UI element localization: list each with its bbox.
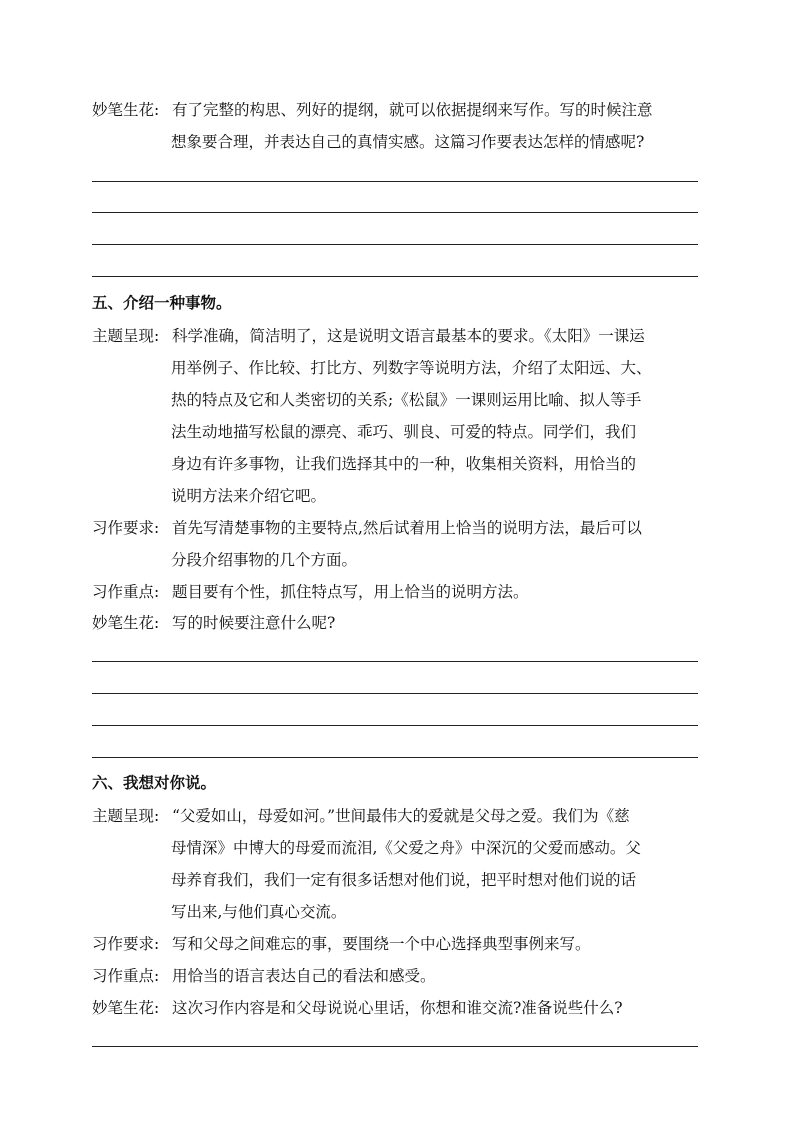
section-5-focus-text: 题目要有个性，抓住特点写，用上恰当的说明方法。 [172,583,529,601]
section-5-theme-row [92,326,645,346]
section-5-theme-label: 主题呈现: [92,327,160,345]
top-tip-row [92,100,653,120]
section-5-requirement-line: 分段介绍事物的几个方面。 [171,551,358,569]
section-5-theme-line: 热的特点及它和人类密切的关系;《松鼠》一课则运用比喻、拟人等手 [171,391,642,409]
section-6-focus-row [92,966,436,986]
section-6-theme-line: 母情深》中博大的母爱而流泪,《父爱之舟》中深沉的父爱而感动。父 [171,839,641,857]
section-5-requirement-row [92,518,642,538]
section-5-tip-row [92,613,335,633]
section-6-tip-row [92,998,623,1018]
section-6-tip-label: 妙笔生花: [92,999,160,1017]
section-5-theme-line: 说明方法来介绍它吧。 [171,487,327,505]
top-tip-line-2: 想象要合理，并表达自己的真情实感。这篇习作要表达怎样的情感呢? [171,133,645,151]
section-5-requirement-line: 首先写清楚事物的主要特点,然后试着用上恰当的说明方法，最后可以 [172,519,642,537]
writing-line [92,276,698,277]
writing-line [92,693,698,694]
writing-line [92,181,698,182]
writing-line [92,212,698,213]
section-5-theme-line: 身边有许多事物，让我们选择其中的一种，收集相关资料，用恰当的 [171,455,637,473]
section-5-tip-label: 妙笔生花: [92,614,160,632]
section-6-theme-line: “父爱如山，母爱如河。”世间最伟大的爱就是父母之爱。我们为《慈 [172,807,630,825]
writing-line [92,661,698,662]
section-5-focus-row [92,582,529,602]
section-6-focus-label: 习作重点: [92,967,160,985]
section-5-heading: 五、介绍一种事物。 [92,293,232,312]
writing-line [92,757,698,758]
section-5-requirement-label: 习作要求: [92,519,160,537]
section-6-theme-row [92,806,630,826]
section-6-theme-line: 母养育我们，我们一定有很多话想对他们说，把平时想对他们说的话 [171,871,637,889]
section-6-heading: 六、我想对你说。 [92,773,217,792]
section-6-requirement-text: 写和父母之间难忘的事，要围绕一个中心选择典型事例来写。 [172,935,591,953]
section-5-tip-text: 写的时候要注意什么呢? [172,614,336,632]
writing-line [92,244,698,245]
top-tip-line-1: 有了完整的构思、列好的提纲，就可以依据提纲来写作。写的时候注意 [172,101,653,119]
top-tip-label: 妙笔生花: [92,101,160,119]
section-5-focus-label: 习作重点: [92,583,160,601]
section-5-theme-line: 用举例子、作比较、打比方、列数字等说明方法，介绍了太阳远、大、 [171,359,652,377]
section-6-focus-text: 用恰当的语言表达自己的看法和感受。 [172,967,436,985]
section-6-theme-line: 写出来,与他们真心交流。 [171,903,347,921]
section-6-theme-label: 主题呈现: [92,807,160,825]
section-6-requirement-row [92,934,591,954]
section-6-tip-text: 这次习作内容是和父母说说心里话，你想和谁交流?准备说些什么? [172,999,623,1017]
section-6-requirement-label: 习作要求: [92,935,160,953]
writing-line [92,725,698,726]
writing-line [92,1046,698,1047]
section-5-theme-line: 法生动地描写松鼠的漂亮、乖巧、驯良、可爱的特点。同学们，我们 [171,423,637,441]
section-5-theme-line: 科学准确，简洁明了，这是说明文语言最基本的要求。《太阳》一课运 [172,327,645,345]
